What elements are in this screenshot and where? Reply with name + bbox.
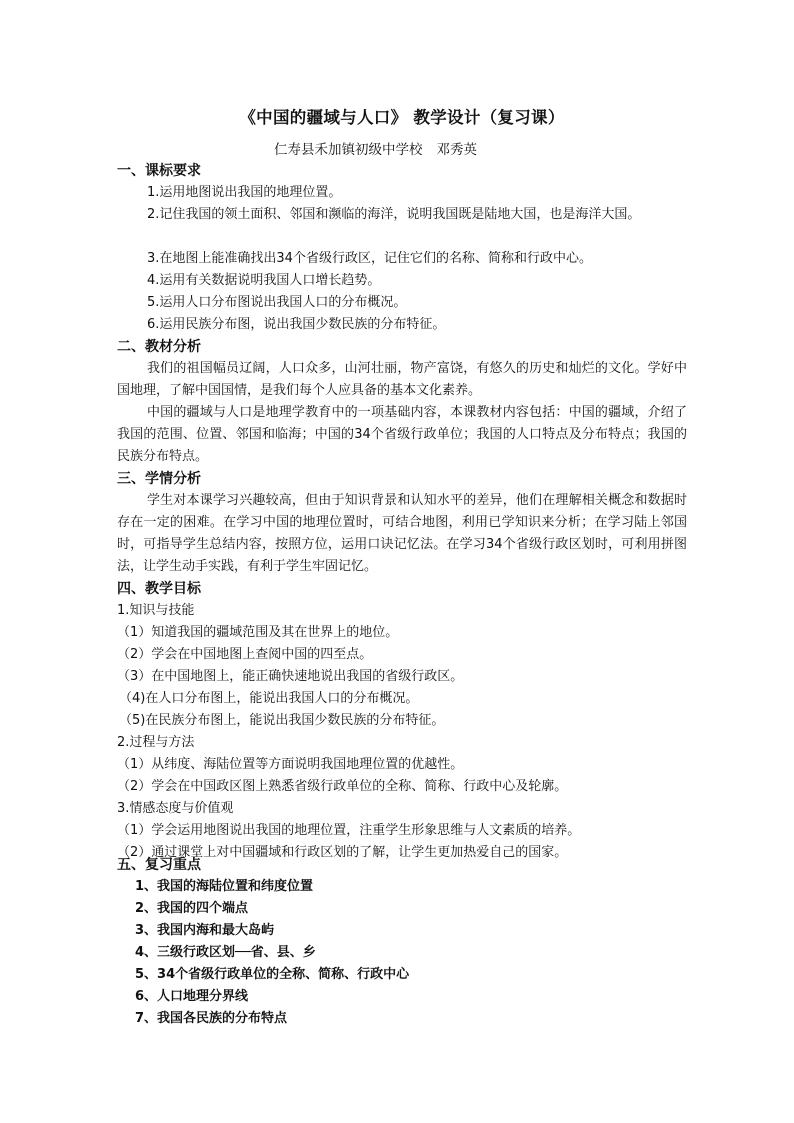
list-item: （1）知道我国的疆域范围及其在世界上的地位。: [117, 625, 399, 640]
section-heading: 四、教学目标: [117, 581, 201, 597]
section-review-focus: [117, 854, 687, 1030]
section-textbook-analysis: [117, 336, 687, 468]
section-student-analysis: [117, 468, 687, 578]
author-line: [274, 138, 477, 158]
list-item: （2）学会在中国政区图上熟悉省级行政单位的全称、简称、行政中心及轮廓。: [117, 779, 568, 794]
list-item: （4)在人口分布图上，能说出我国人口的分布概况。: [119, 691, 419, 706]
list-item: 5、34个省级行政单位的全称、简称、行政中心: [135, 967, 410, 982]
list-item: 2、我国的四个端点: [135, 901, 249, 916]
list-item: 1、我国的海陆位置和纬度位置: [135, 879, 314, 894]
list-item: 1.运用地图说出我国的地理位置。: [147, 185, 342, 200]
section-heading: 三、学情分析: [117, 471, 201, 487]
list-item: （3）在中国地图上，能正确快速地说出我国的省级行政区。: [117, 669, 464, 684]
list-item: （1）学会运用地图说出我国的地理位置，注重学生形象思维与人文素质的培养。: [117, 823, 581, 838]
list-item: （2）通过课堂上对中国疆域和行政区划的了解，让学生更加热爱自己的国家。: [117, 845, 568, 860]
list-item: 5.运用人口分布图说出我国人口的分布概况。: [147, 295, 407, 310]
section-heading: 一、课标要求: [117, 163, 201, 179]
list-item: 2.记住我国的领土面积、邻国和濒临的海洋，说明我国既是陆地大国，也是海洋大国。: [147, 207, 641, 222]
section-curriculum-requirements: [117, 160, 687, 336]
section-heading: 二、教材分析: [117, 339, 201, 355]
objective-group-title: 3.情感态度与价值观: [117, 801, 234, 816]
section-heading: 五、复习重点: [117, 857, 201, 873]
list-item: （2）学会在中国地图上查阅中国的四至点。: [117, 647, 373, 662]
list-item: 3.在地图上能准确找出34个省级行政区，记住它们的名称、简称和行政中心。: [147, 251, 592, 266]
author-school: 仁寿县禾加镇初级中学校: [274, 142, 423, 158]
list-item: 7、我国各民族的分布特点: [135, 1011, 288, 1026]
list-item: 6、人口地理分界线: [135, 989, 249, 1004]
list-item: （1）从纬度、海陆位置等方面说明我国地理位置的优越性。: [117, 757, 464, 772]
objective-group-title: 2.过程与方法: [117, 735, 195, 750]
list-item: （5)在民族分布图上，能说出我国少数民族的分布特征。: [119, 713, 445, 728]
list-item: 6.运用民族分布图，说出我国少数民族的分布特征。: [147, 317, 446, 332]
paragraph: 学生对本课学习兴趣较高，但由于知识背景和认知水平的差异，他们在理解相关概念和数据时存在一定的困难。在学习中国的地理位置时，可结合地图，利用已学知识来分析；在学习陆上邻国时，可指导学生总结内容，按照方位，运用口诀记忆法。在学习34个省级行政区划时，可利用拼图法，让学生动手实践，有利于学生牢固记忆。: [117, 493, 687, 574]
paragraph: 我们的祖国幅员辽阔，人口众多，山河壮丽，物产富饶，有悠久的历史和灿烂的文化。学好中国地理，了解中国国情，是我们每个人应具备的基本文化素养。: [117, 361, 687, 398]
list-item: 4.运用有关数据说明我国人口增长趋势。: [147, 273, 381, 288]
document-title: 《中国的疆域与人口》 教学设计（复习课）: [239, 108, 565, 127]
list-item: 3、我国内海和最大岛屿: [135, 923, 275, 938]
paragraph: 中国的疆域与人口是地理学教育中的一项基础内容，本课教材内容包括：中国的疆域，介绍了我国的范围、位置、邻国和临海；中国的34个省级行政单位；我国的人口特点及分布特点；我国的民族分布特点。: [117, 405, 687, 464]
objective-group-title: 1.知识与技能: [117, 603, 195, 618]
author-name: 邓秀英: [436, 142, 477, 158]
section-teaching-objectives: [117, 578, 687, 864]
list-item: 4、三级行政区划──省、县、乡: [135, 945, 316, 960]
